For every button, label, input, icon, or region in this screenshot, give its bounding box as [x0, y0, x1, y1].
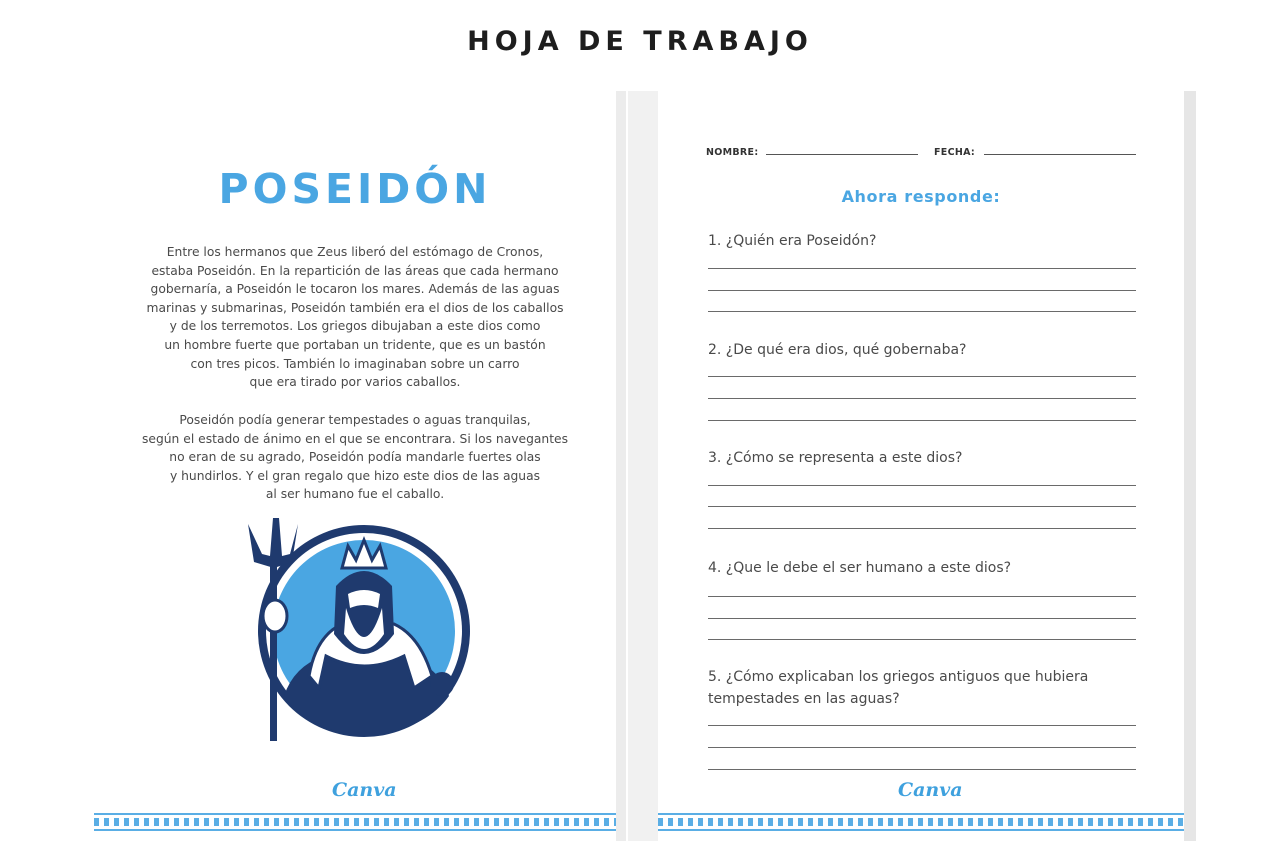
answer-line[interactable] [708, 747, 1136, 748]
text-line: que era tirado por varios caballos. [249, 375, 461, 390]
canva-logo: Canva [332, 779, 397, 801]
question-1 [708, 230, 1148, 252]
text-line: un hombre fuerte que portaban un tridente, que es un bastón [164, 337, 546, 352]
answer-line[interactable] [708, 420, 1136, 421]
question-text: 2. ¿De qué era dios, qué gobernaba? [708, 342, 967, 358]
canva-logo: Canva [898, 779, 963, 801]
poseidon-illustration [234, 516, 474, 741]
answer-line[interactable] [708, 528, 1136, 529]
answer-line[interactable] [708, 311, 1136, 312]
text-line: según el estado de ánimo en el que se encontrara. Si los navegantes [141, 431, 569, 446]
answer-line[interactable] [708, 290, 1136, 291]
second-paragraph [124, 411, 586, 504]
worksheet-title: HOJA DE TRABAJO [467, 26, 813, 57]
page-title: POSEIDÓN [218, 165, 492, 213]
question-5 [708, 666, 1148, 710]
text-line: Poseidón podía generar tempestades o aguas tranquilas, [179, 413, 531, 427]
name-label: NOMBRE: [706, 147, 759, 158]
answer-line[interactable] [708, 398, 1136, 399]
question-4 [708, 557, 1148, 579]
text-line: al ser humano fue el caballo. [265, 487, 445, 502]
name-field[interactable] [766, 154, 918, 155]
question-text: 3. ¿Cómo se representa a este dios? [708, 450, 963, 466]
answer-line[interactable] [708, 725, 1136, 726]
question-text: tempestades en las aguas? [708, 691, 900, 707]
text-line: y de los terremotos. Los griegos dibujaban a este dios como [169, 319, 541, 334]
text-line: marinas y submarinas, Poseidón también era el dios de los caballos [146, 300, 564, 315]
question-text: 4. ¿Que le debe el ser humano a este dios? [708, 560, 1012, 576]
answer-line[interactable] [708, 268, 1136, 269]
intro-paragraph [124, 243, 586, 392]
date-label: FECHA: [934, 147, 976, 158]
right-page [628, 91, 1196, 841]
answer-line[interactable] [708, 639, 1136, 640]
text-line: no eran de su agrado, Poseidón podía mandarle fuertes olas [169, 450, 541, 465]
question-text: 1. ¿Quién era Poseidón? [708, 233, 877, 249]
decorative-border [94, 813, 616, 831]
answer-line[interactable] [708, 618, 1136, 619]
text-line: con tres picos. También lo imaginaban sobre un carro [190, 356, 520, 371]
question-2 [708, 339, 1148, 361]
answer-line[interactable] [708, 769, 1136, 770]
answer-line[interactable] [708, 596, 1136, 597]
text-line: Entre los hermanos que Zeus liberó del estómago de Cronos, [166, 245, 544, 259]
answer-line[interactable] [708, 376, 1136, 377]
answer-line[interactable] [708, 485, 1136, 486]
question-3 [708, 447, 1148, 469]
decorative-border [658, 813, 1184, 831]
section-subtitle: Ahora responde: [841, 187, 1001, 206]
left-page [94, 91, 626, 841]
text-line: y hundirlos. Y el gran regalo que hizo este dios de las aguas [169, 468, 541, 483]
question-text: 5. ¿Cómo explicaban los griegos antiguos que hubiera [708, 669, 1089, 685]
answer-line[interactable] [708, 506, 1136, 507]
date-field[interactable] [984, 154, 1136, 155]
text-line: gobernaría, a Poseidón le tocaron los mares. Además de las aguas [150, 282, 560, 297]
text-line: estaba Poseidón. En la repartición de las áreas que cada hermano [151, 263, 559, 278]
